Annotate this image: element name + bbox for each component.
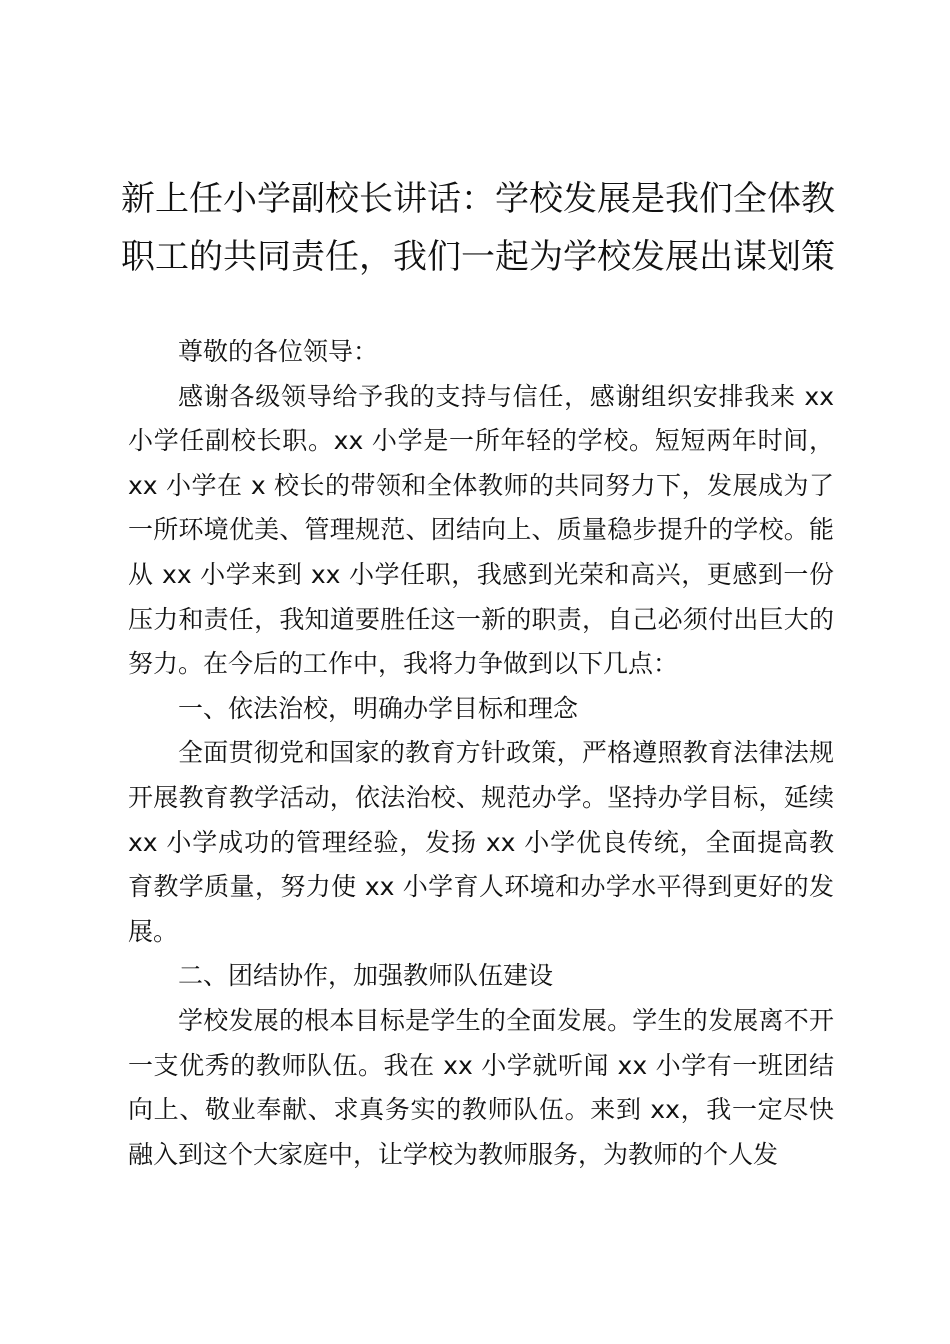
body-paragraph: 全面贯彻党和国家的教育方针政策，严格遵照教育法律法规开展教育教学活动，依法治校、规范办学。坚持办学目标，延续 xx 小学成功的管理经验，发扬 xx 小学优良传统，全面提高教育教学质量，努力使 xx 小学育人环境和办学水平得到更好的发展。 — [128, 738, 834, 946]
section-heading: 一、依法治校，明确办学目标和理念 — [178, 693, 579, 723]
document-body — [128, 330, 834, 1177]
body-paragraph: 感谢各级领导给予我的支持与信任，感谢组织安排我来 xx 小学任副校长职。xx 小学是一所年轻的学校。短短两年时间，xx 小学在 x 校长的带领和全体教师的共同努力下，发展成为了一所环境优美、管理规范、团结向上、质量稳步提升的学校。能从 xx 小学来到 xx 小学任职，我感到光荣和高兴，更感到一份压力和责任，我知道要胜任这一新的职责，自己必须付出巨大的努力。在今后的工作中，我将力争做到以下几点： — [128, 381, 834, 679]
document-title: 新上任小学副校长讲话：学校发展是我们全体教职工的共同责任，我们一起为学校发展出谋划策 — [121, 179, 835, 277]
section-heading: 二、团结协作，加强教师队伍建设 — [178, 961, 554, 991]
body-paragraph: 学校发展的根本目标是学生的全面发展。学生的发展离不开一支优秀的教师队伍。我在 xx 小学就听闻 xx 小学有一班团结向上、敬业奉献、求真务实的教师队伍。来到 xx，我一定尽快融入到这个大家庭中，让学校为教师服务，为教师的个人发 — [128, 1005, 834, 1169]
salutation-paragraph: 尊敬的各位领导： — [178, 337, 379, 366]
